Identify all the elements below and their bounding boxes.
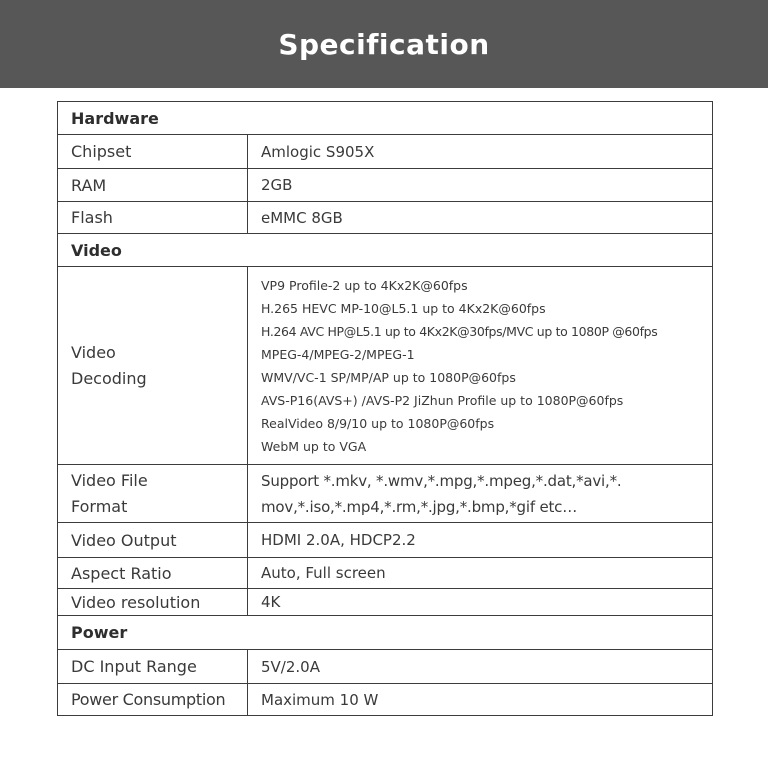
spec-value-chipset: Amlogic S905X [248, 135, 713, 169]
section-heading-video: Video [58, 234, 713, 267]
spec-label-video-output: Video Output [58, 523, 248, 558]
spec-value-power-consumption: Maximum 10 W [248, 684, 713, 716]
section-heading-hardware: Hardware [58, 102, 713, 135]
decoding-line: MPEG-4/MPEG-2/MPEG-1 [261, 346, 415, 362]
spec-label-video-resolution: Video resolution [58, 589, 248, 616]
spec-value-aspect-ratio: Auto, Full screen [248, 558, 713, 589]
section-video [58, 234, 713, 267]
spec-label-flash: Flash [58, 202, 248, 234]
value-line: Support *.mkv, *.wmv,*.mpg,*.mpeg,*.dat,*avi,*. [261, 471, 622, 490]
table-row [58, 202, 713, 234]
table-row [58, 558, 713, 589]
table-row [58, 589, 713, 616]
spec-value-ram: 2GB [248, 169, 713, 202]
label-line: Decoding [71, 368, 147, 388]
decoding-line: RealVideo 8/9/10 up to 1080P@60fps [261, 415, 495, 431]
label-line: Video File [71, 470, 148, 490]
decoding-line: H.265 HEVC MP-10@L5.1 up to 4Kx2K@60fps [261, 300, 546, 316]
specification-table [57, 101, 713, 716]
spec-label-dc-input-range: DC Input Range [58, 650, 248, 684]
table-row [58, 135, 713, 169]
spec-label-ram: RAM [58, 169, 248, 202]
spec-value-flash: eMMC 8GB [248, 202, 713, 234]
table-row [58, 650, 713, 684]
spec-label-video-file-format [58, 465, 248, 523]
label-line: Format [71, 496, 128, 516]
spec-value-video-file-format [248, 465, 713, 523]
table-row [58, 684, 713, 716]
decoding-line: VP9 Profile-2 up to 4Kx2K@60fps [261, 277, 468, 293]
spec-label-power-consumption: Power Consumption [58, 684, 248, 716]
spec-value-dc-input-range: 5V/2.0A [248, 650, 713, 684]
decoding-line: WebM up to VGA [261, 438, 367, 454]
decoding-line: H.264 AVC HP@L5.1 up to 4Kx2K@30fps/MVC up to 1080P @60fps [261, 323, 658, 339]
table-row [58, 465, 713, 523]
decoding-line: AVS-P16(AVS+) /AVS-P2 JiZhun Profile up to 1080P@60fps [261, 392, 624, 408]
section-heading-power: Power [58, 616, 713, 650]
spec-value-video-resolution: 4K [248, 589, 713, 616]
spec-value-video-decoding [248, 267, 713, 465]
page-title: Specification [278, 27, 490, 61]
spec-value-video-output: HDMI 2.0A, HDCP2.2 [248, 523, 713, 558]
spec-label-chipset: Chipset [58, 135, 248, 169]
table-row [58, 523, 713, 558]
label-line: Video [71, 342, 116, 362]
section-hardware [58, 102, 713, 135]
spec-label-aspect-ratio: Aspect Ratio [58, 558, 248, 589]
spec-label-video-decoding [58, 267, 248, 465]
decoding-line: WMV/VC-1 SP/MP/AP up to 1080P@60fps [261, 369, 516, 385]
table-row [58, 169, 713, 202]
header-banner [0, 0, 768, 88]
section-power [58, 616, 713, 650]
value-line: mov,*.iso,*.mp4,*.rm,*.jpg,*.bmp,*gif etc… [261, 497, 578, 516]
table-row [58, 267, 713, 465]
